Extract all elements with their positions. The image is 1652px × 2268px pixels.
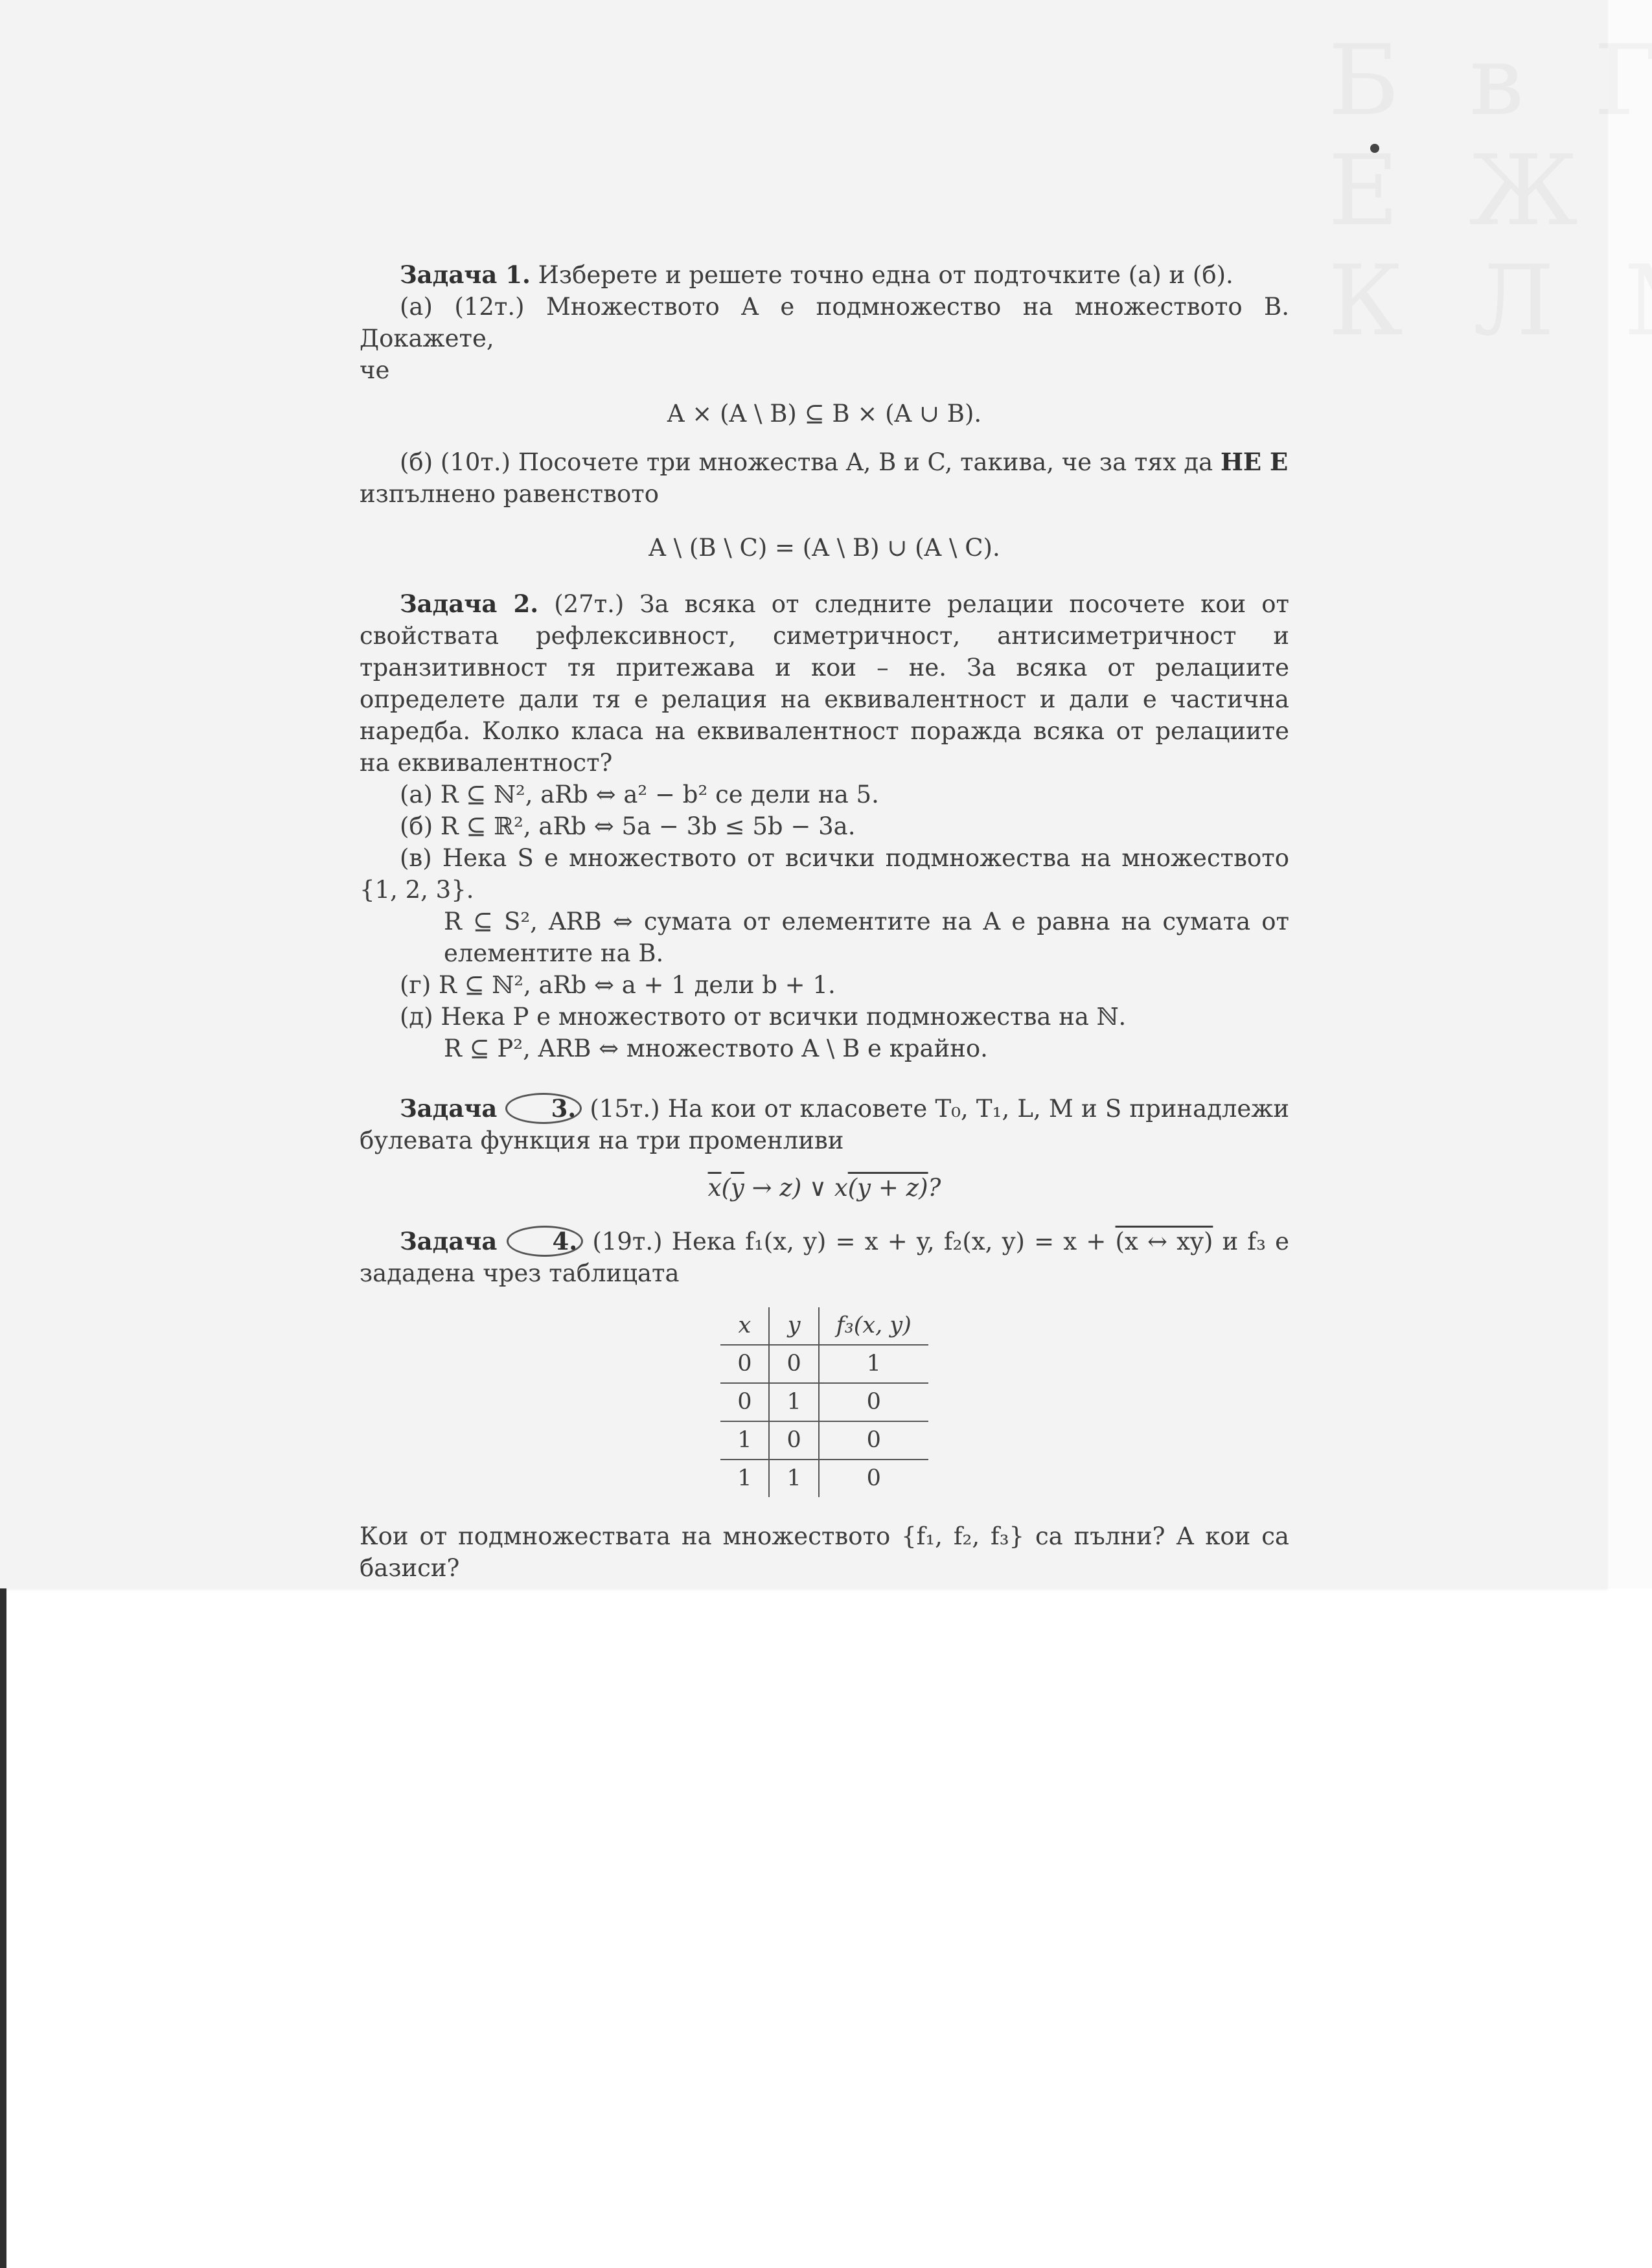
cell-x: 0 xyxy=(720,1345,769,1383)
task4-title: Задача xyxy=(400,1227,498,1255)
cell-y: 0 xyxy=(769,1421,818,1460)
task3-intro xyxy=(360,1093,1289,1156)
task4-question: Кои от подмножествата на множеството {f₁, f₂, f₃} са пълни? А кои са базиси? xyxy=(360,1522,1289,1582)
task1-part-a: (а) (12т.) Множеството A е подмножество на множеството B. Докажете, xyxy=(360,293,1289,352)
task1-title: Задача 1. xyxy=(400,260,531,289)
ink-speck xyxy=(1370,144,1379,153)
cell-x: 1 xyxy=(720,1421,769,1460)
task4-number-circled: 4. xyxy=(507,1226,584,1257)
formula-negated-x: $\overline{x}$ xyxy=(707,1174,722,1202)
task2-item-d-relation: R ⊆ P², ARB ⇔ множеството A \ B е крайно. xyxy=(444,1035,988,1062)
task1-part-b-text: (б) (10т.) Посочете три множества A, B и C, такива, че за тях да xyxy=(400,448,1213,476)
task2-item-b: (б) R ⊆ ℝ², aRb ⇔ 5a − 3b ≤ 5b − 3a. xyxy=(400,812,856,840)
cell-y: 0 xyxy=(769,1345,818,1383)
task3-text: (15т.) На кои от класовете T₀, T₁, L, M и S принадлежи булевата функция на три променливи xyxy=(360,1095,1290,1154)
task2-item-g: (г) R ⊆ ℕ², aRb ⇔ a + 1 дели b + 1. xyxy=(400,971,836,999)
formula-question: ? xyxy=(928,1174,941,1202)
header-y: y xyxy=(769,1307,818,1345)
cell-f3: 0 xyxy=(819,1421,928,1460)
truth-table-f3 xyxy=(720,1307,928,1497)
task2-item-d: (д) Нека P е множеството от всички подмножества на ℕ. xyxy=(400,1003,1127,1031)
formula-implication: → z) ∨ x xyxy=(744,1174,848,1202)
table-row xyxy=(720,1345,928,1383)
task2-item-a: (а) R ⊆ ℕ², aRb ⇔ a² − b² се дели на 5. xyxy=(400,781,879,808)
truth-table-header xyxy=(720,1307,928,1345)
scan-margin xyxy=(1608,0,1652,1588)
task3-title: Задача xyxy=(400,1094,498,1123)
cell-x: 1 xyxy=(737,1465,752,1491)
task4-negated-expr: (x ↔ xy) xyxy=(1115,1228,1213,1255)
task1-part-b-emphasis: НЕ Е xyxy=(1220,448,1289,476)
formula-paren: ( xyxy=(721,1174,731,1202)
task1-formula-b: A \ (B \ C) = (A \ B) ∪ (A \ C). xyxy=(648,534,1000,562)
cell-f3: 1 xyxy=(819,1345,928,1383)
header-x: x xyxy=(720,1307,769,1345)
task2-title: Задача 2. xyxy=(400,590,539,618)
task3-formula xyxy=(360,1172,1289,1204)
task4-text-cont: и f₃ е зададена чрез таблицата xyxy=(360,1228,1290,1287)
task1-intro xyxy=(360,259,1289,291)
task1-part-b xyxy=(360,446,1289,478)
task4-intro xyxy=(360,1226,1289,1289)
cell-f3: 0 xyxy=(819,1383,928,1421)
cell-x: 0 xyxy=(720,1383,769,1421)
table-row xyxy=(720,1383,928,1421)
cell-y: 1 xyxy=(769,1383,818,1421)
cell-f3: 0 xyxy=(819,1460,928,1497)
task2-item-v-relation: R ⊆ S², ARB ⇔ сумата от елементите на A е равна на сумата от елементите на B. xyxy=(444,908,1289,967)
formula-negated-y: $\overline{y}$ xyxy=(730,1174,744,1202)
task3-number-circled: 3. xyxy=(505,1093,582,1124)
header-f3: f₃(x, y) xyxy=(819,1307,928,1345)
table-row xyxy=(720,1460,928,1497)
exam-content xyxy=(360,259,1289,1584)
task1-intro-text: Изберете и решете точно една от подточките (а) и (б). xyxy=(538,261,1233,289)
task1-formula-a: A × (A \ B) ⊆ B × (A ∪ B). xyxy=(667,400,982,428)
table-row xyxy=(720,1421,928,1460)
cell-y: 1 xyxy=(769,1460,818,1497)
scanner-edge xyxy=(0,1588,6,2268)
formula-negated-sum: (y + z) xyxy=(847,1174,928,1202)
task1-part-a-cont: че xyxy=(360,356,390,384)
task4-text: (19т.) Нека f₁(x, y) = x + y, f₂(x, y) = x + xyxy=(592,1228,1116,1255)
task1-part-b-cont: изпълнено равенството xyxy=(360,480,659,508)
task2-text: (27т.) За всяка от следните релации посочете кои от свойствата рефлексивност, симетричност, антисиметричност и транзитивност тя притежава и кои – не. За всяка от релациите определете дали тя е релация на еквивалентност и дали е частична наредба. Колко класа на еквивалентност поражда всяка от релациите на еквивалентност? xyxy=(360,590,1289,777)
task2-intro xyxy=(360,588,1289,779)
task2-item-v: (в) Нека S е множеството от всички подмножества на множеството {1, 2, 3}. xyxy=(360,844,1289,904)
